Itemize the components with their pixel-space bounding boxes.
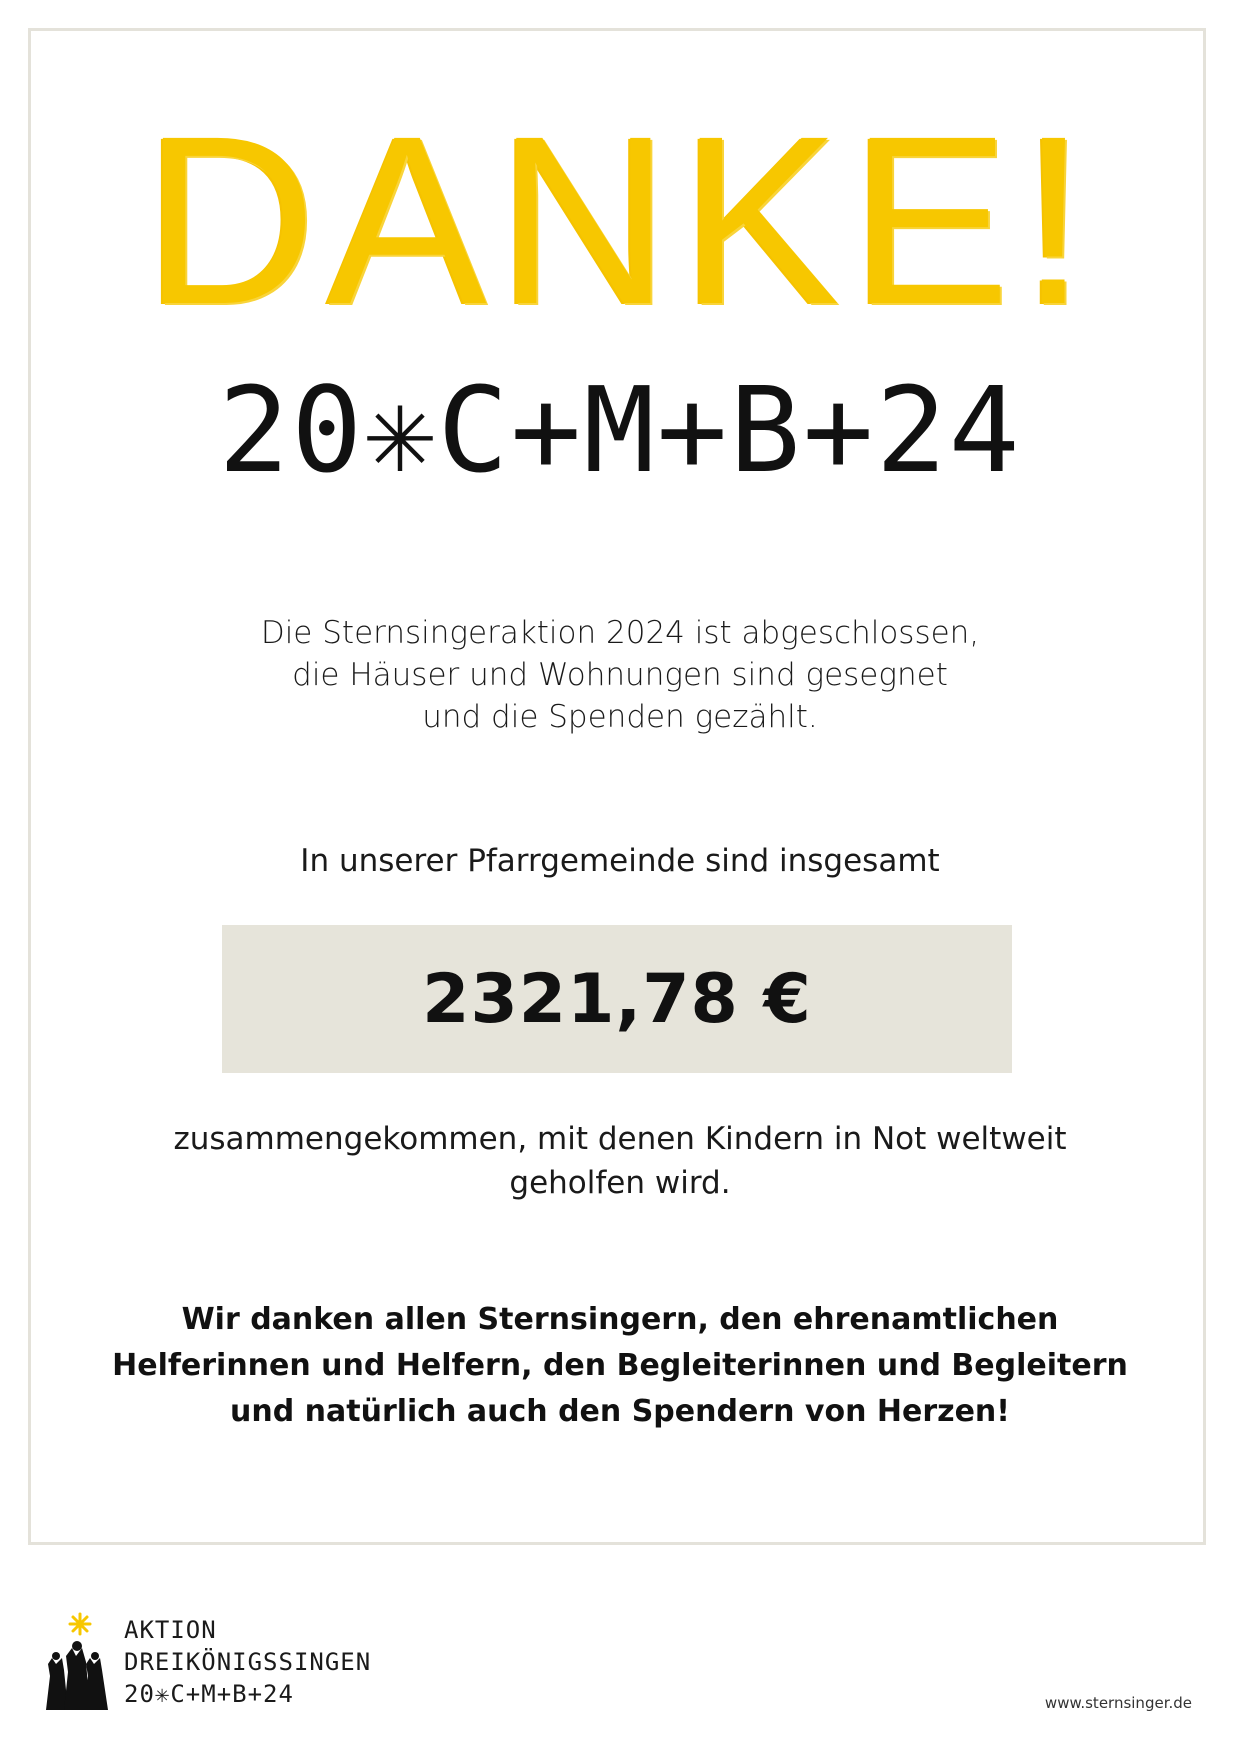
logo-line: AKTION (124, 1616, 217, 1644)
intro-text (0, 612, 1240, 738)
website-link[interactable]: www.sternsinger.de (1044, 1694, 1192, 1712)
thanks-line: Wir danken allen Sternsingern, den ehrenamtlichen (181, 1302, 1059, 1337)
outro-text (0, 1117, 1240, 1205)
logo-line: 20✳C+M+B+24 (124, 1680, 294, 1708)
three-kings-star-icon (40, 1612, 120, 1712)
thanks-line: Helferinnen und Helfern, den Begleiterinnen und Begleitern (112, 1348, 1128, 1383)
donation-amount: 2321,78 € (422, 959, 812, 1039)
intro-line: und die Spenden gezählt. (422, 699, 818, 735)
thanks-text (0, 1297, 1240, 1435)
outro-line: zusammengekommen, mit denen Kindern in Not weltweit (173, 1121, 1067, 1157)
thanks-line: und natürlich auch den Spendern von Herzen! (230, 1394, 1010, 1429)
lead-text: In unserer Pfarrgemeinde sind insgesamt (300, 843, 940, 879)
intro-line: die Häuser und Wohnungen sind gesegnet (292, 657, 948, 693)
blessing-inscription: 20✳C+M+B+24 (218, 361, 1022, 499)
aktion-logo (40, 1612, 380, 1712)
logo-line: DREIKÖNIGSSINGEN (124, 1648, 372, 1676)
headline-danke: DANKE! (143, 86, 1097, 354)
logo-text (124, 1614, 371, 1710)
outro-line: geholfen wird. (509, 1165, 731, 1201)
intro-line: Die Sternsingeraktion 2024 ist abgeschlossen, (260, 615, 980, 651)
amount-box (222, 925, 1012, 1073)
